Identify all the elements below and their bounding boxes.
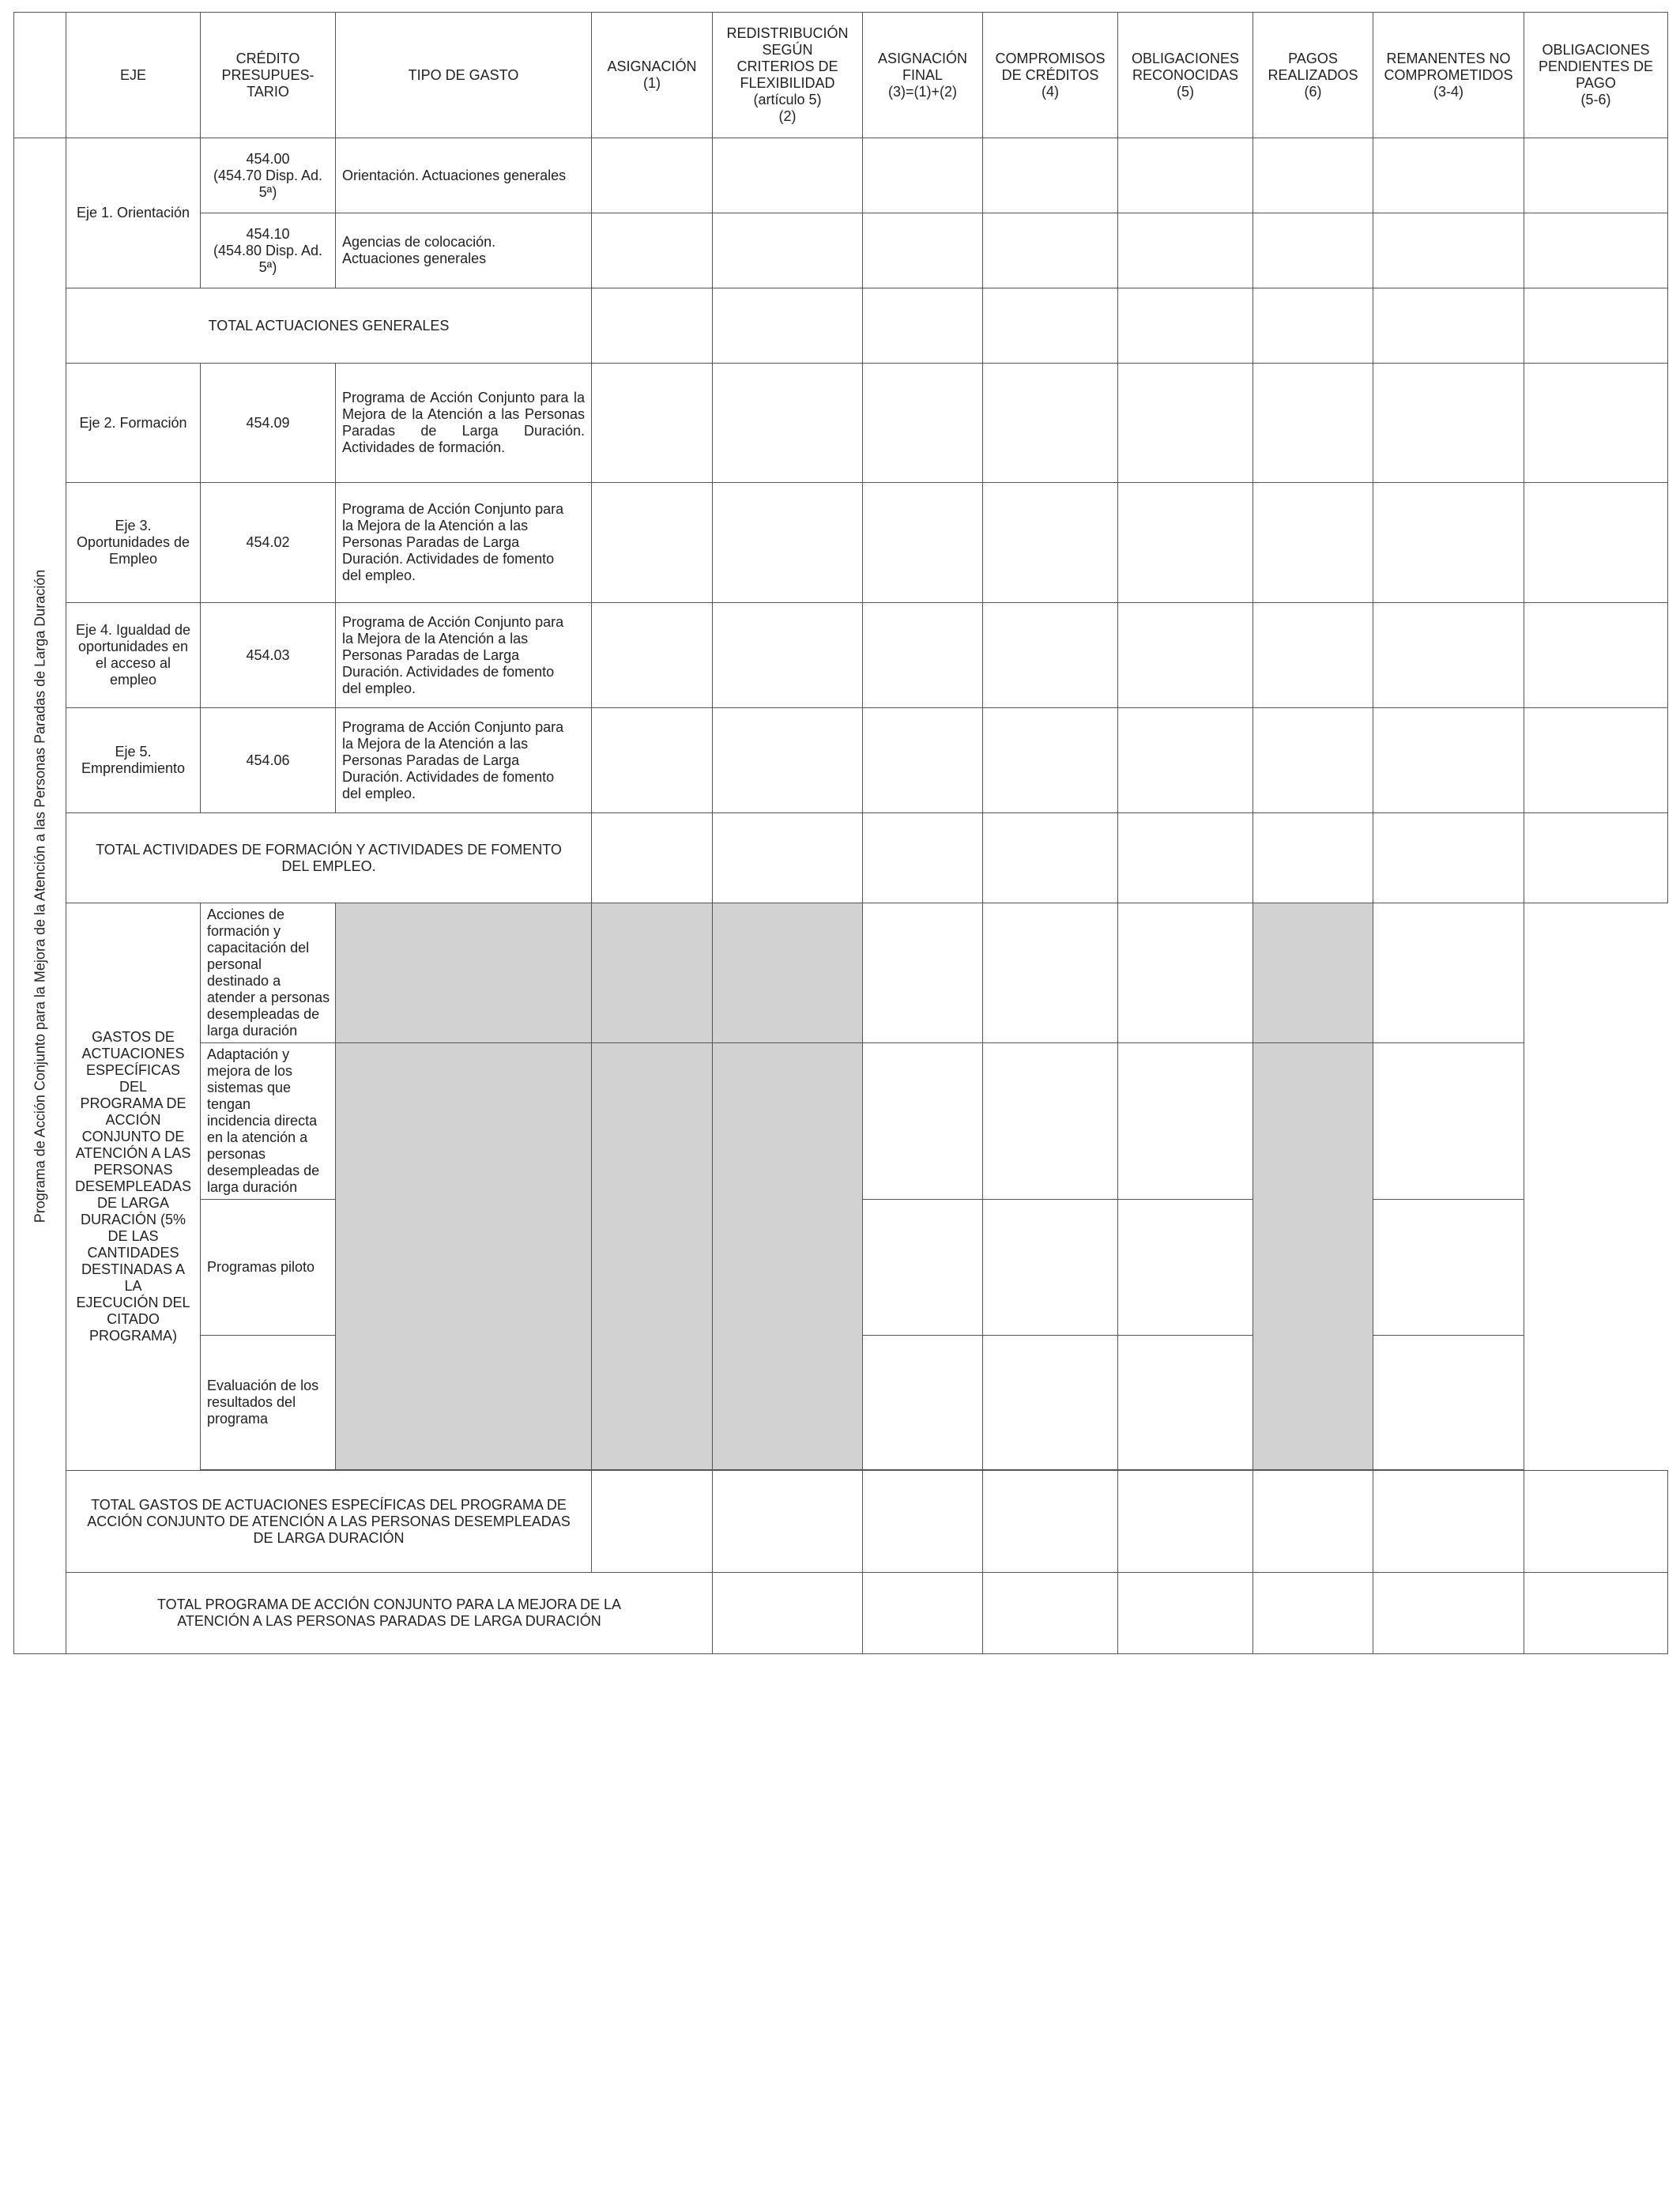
value-cell[interactable] (713, 1471, 863, 1573)
total-programa-label: TOTAL PROGRAMA DE ACCIÓN CONJUNTO PARA LA MEJORA DE LA ATENCIÓN A LAS PERSONAS PARADAS DE LARGA DURACIÓN (66, 1573, 713, 1654)
value-cell[interactable] (863, 708, 983, 813)
value-cell[interactable] (863, 288, 983, 364)
eje-label: Eje 5. Emprendimiento (66, 708, 201, 813)
value-cell[interactable] (1253, 1573, 1373, 1654)
tipo-gasto-cell: Programa de Acción Conjunto para la Mejora de la Atención a las Personas Paradas de Larga Duración. Actividades de fomento del empleo. (336, 708, 592, 813)
value-cell[interactable] (863, 603, 983, 708)
especificas-item: Adaptación y mejora de los sistemas que tengan incidencia directa en la atención a personas desempleadas de larga duración (201, 1043, 336, 1200)
credito-cell: 454.06 (201, 708, 336, 813)
value-cell[interactable] (983, 483, 1118, 603)
value-cell[interactable] (1524, 708, 1668, 813)
value-cell[interactable] (1253, 813, 1373, 903)
value-cell[interactable] (1373, 364, 1524, 483)
header-compromisos: COMPROMISOS DE CRÉDITOS (4) (983, 13, 1118, 138)
value-cell[interactable] (863, 364, 983, 483)
table-row (14, 1043, 1668, 1200)
value-cell[interactable] (1118, 903, 1253, 1043)
value-cell[interactable] (592, 138, 713, 213)
value-cell[interactable] (1118, 1043, 1253, 1200)
value-cell[interactable] (863, 213, 983, 288)
side-label: Programa de Acción Conjunto para la Mejora de la Atención a las Personas Paradas de Larga Duración (32, 569, 47, 1223)
value-cell[interactable] (713, 213, 863, 288)
value-cell[interactable] (1253, 1471, 1373, 1573)
value-cell[interactable] (983, 1336, 1118, 1470)
side-label-cell (14, 138, 66, 1654)
value-cell[interactable] (1373, 1200, 1524, 1336)
value-cell[interactable] (1118, 1336, 1253, 1470)
value-cell[interactable] (863, 1043, 983, 1200)
credito-cell: 454.00 (454.70 Disp. Ad. 5ª) (201, 138, 336, 213)
credito-cell: 454.09 (201, 364, 336, 483)
tipo-gasto-cell: Agencias de colocación. Actuaciones generales (336, 213, 592, 288)
table-row (14, 708, 1668, 813)
value-cell[interactable] (1253, 138, 1373, 213)
value-cell[interactable] (863, 138, 983, 213)
value-cell[interactable] (1118, 483, 1253, 603)
value-cell[interactable] (983, 708, 1118, 813)
value-cell[interactable] (983, 288, 1118, 364)
value-cell[interactable] (1253, 603, 1373, 708)
value-cell[interactable] (863, 813, 983, 903)
value-cell[interactable] (1253, 288, 1373, 364)
header-redistribucion: REDISTRIBUCIÓN SEGÚN CRITERIOS DE FLEXIBILIDAD (artículo 5) (2) (713, 13, 863, 138)
header-asignacion-final: ASIGNACIÓN FINAL (3)=(1)+(2) (863, 13, 983, 138)
shaded-cell (336, 1043, 592, 1470)
eje-label: Eje 1. Orientación (66, 138, 201, 288)
value-cell[interactable] (1373, 1471, 1524, 1573)
especificas-label: GASTOS DE ACTUACIONES ESPECÍFICAS DEL PROGRAMA DE ACCIÓN CONJUNTO DE ATENCIÓN A LAS PERSONAS DESEMPLEADAS DE LARGA DURACIÓN (5% DE LAS CANTIDADES DESTINADAS A LA EJECUCIÓN DEL CITADO PROGRAMA) (66, 903, 201, 1471)
value-cell[interactable] (983, 1043, 1118, 1200)
total-especificas-label: TOTAL GASTOS DE ACTUACIONES ESPECÍFICAS DEL PROGRAMA DE ACCIÓN CONJUNTO DE ATENCIÓN A LAS PERSONAS DESEMPLEADAS DE LARGA DURACIÓN (66, 1471, 592, 1573)
value-cell[interactable] (592, 813, 713, 903)
value-cell[interactable] (592, 483, 713, 603)
value-cell[interactable] (1373, 1336, 1524, 1470)
header-asignacion: ASIGNACIÓN (1) (592, 13, 713, 138)
value-cell[interactable] (1118, 1200, 1253, 1336)
table-row (14, 213, 1668, 288)
value-cell[interactable] (1373, 483, 1524, 603)
tipo-gasto-cell: Programa de Acción Conjunto para la Mejora de la Atención a las Personas Paradas de Larga Duración. Actividades de fomento del empleo. (336, 603, 592, 708)
value-cell[interactable] (983, 213, 1118, 288)
header-pendientes: OBLIGACIONES PENDIENTES DE PAGO (5-6) (1524, 13, 1668, 138)
value-cell[interactable] (983, 603, 1118, 708)
value-cell[interactable] (863, 1336, 983, 1470)
value-cell[interactable] (1118, 1573, 1253, 1654)
table-row (14, 483, 1668, 603)
shaded-cell (713, 903, 863, 1043)
value-cell[interactable] (983, 364, 1118, 483)
value-cell[interactable] (1524, 364, 1668, 483)
value-cell[interactable] (1524, 813, 1668, 903)
value-cell[interactable] (1118, 708, 1253, 813)
table-row (14, 364, 1668, 483)
value-cell[interactable] (983, 1471, 1118, 1573)
value-cell[interactable] (1524, 288, 1668, 364)
value-cell[interactable] (1524, 1573, 1668, 1654)
total-generales-label: TOTAL ACTUACIONES GENERALES (66, 288, 592, 364)
value-cell[interactable] (713, 483, 863, 603)
value-cell[interactable] (1118, 1471, 1253, 1573)
value-cell[interactable] (863, 903, 983, 1043)
value-cell[interactable] (863, 1200, 983, 1336)
value-cell[interactable] (983, 903, 1118, 1043)
eje-label: Eje 3. Oportunidades de Empleo (66, 483, 201, 603)
table-row (14, 903, 1668, 974)
shaded-cell (592, 903, 713, 1043)
total-row (14, 288, 1668, 364)
value-cell[interactable] (713, 813, 863, 903)
shaded-cell (592, 1043, 713, 1470)
value-cell[interactable] (1118, 138, 1253, 213)
value-cell[interactable] (863, 1471, 983, 1573)
total-formacion-label: TOTAL ACTIVIDADES DE FORMACIÓN Y ACTIVIDADES DE FOMENTO DEL EMPLEO. (66, 813, 592, 903)
value-cell[interactable] (1118, 288, 1253, 364)
value-cell[interactable] (592, 213, 713, 288)
value-cell[interactable] (983, 1200, 1118, 1336)
credito-cell: 454.10 (454.80 Disp. Ad. 5ª) (201, 213, 336, 288)
value-cell[interactable] (592, 708, 713, 813)
header-row (14, 13, 1668, 138)
value-cell[interactable] (592, 364, 713, 483)
value-cell[interactable] (1524, 483, 1668, 603)
value-cell[interactable] (1373, 708, 1524, 813)
table-row (14, 138, 1668, 213)
value-cell[interactable] (1373, 1043, 1524, 1200)
value-cell[interactable] (1524, 603, 1668, 708)
table-row (14, 603, 1668, 708)
value-cell[interactable] (713, 708, 863, 813)
value-cell[interactable] (1373, 1573, 1524, 1654)
value-cell[interactable] (1524, 1471, 1668, 1573)
eje-label: Eje 4. Igualdad de oportunidades en el acceso al empleo (66, 603, 201, 708)
value-cell[interactable] (713, 288, 863, 364)
value-cell[interactable] (1253, 364, 1373, 483)
value-cell[interactable] (1118, 213, 1253, 288)
shaded-cell (1253, 903, 1373, 1043)
value-cell[interactable] (713, 138, 863, 213)
value-cell[interactable] (713, 603, 863, 708)
value-cell[interactable] (1373, 138, 1524, 213)
value-cell[interactable] (713, 1573, 863, 1654)
value-cell[interactable] (1373, 213, 1524, 288)
value-cell[interactable] (713, 364, 863, 483)
value-cell[interactable] (1253, 708, 1373, 813)
header-credito: CRÉDITO PRESUPUES- TARIO (201, 13, 336, 138)
value-cell[interactable] (1373, 813, 1524, 903)
value-cell[interactable] (863, 483, 983, 603)
total-row (14, 1573, 1668, 1654)
header-tipo-gasto: TIPO DE GASTO (336, 13, 592, 138)
value-cell[interactable] (863, 1573, 983, 1654)
tipo-gasto-cell: Programa de Acción Conjunto para la Mejora de la Atención a las Personas Paradas de Larga Duración. Actividades de formación. (336, 364, 592, 483)
shaded-cell (713, 1043, 863, 1470)
tipo-gasto-cell: Orientación. Actuaciones generales (336, 138, 592, 213)
value-cell[interactable] (983, 138, 1118, 213)
total-row (14, 813, 1668, 903)
value-cell[interactable] (1373, 288, 1524, 364)
header-remanentes: REMANENTES NO COMPROMETIDOS (3-4) (1373, 13, 1524, 138)
header-pagos: PAGOS REALIZADOS (6) (1253, 13, 1373, 138)
especificas-item: Programas piloto (201, 1200, 336, 1336)
budget-table (13, 12, 1668, 1654)
value-cell[interactable] (983, 813, 1118, 903)
tipo-gasto-cell: Programa de Acción Conjunto para la Mejora de la Atención a las Personas Paradas de Larga Duración. Actividades de fomento del empleo. (336, 483, 592, 603)
value-cell[interactable] (1373, 903, 1524, 1043)
shaded-cell (1253, 1043, 1373, 1470)
value-cell[interactable] (592, 288, 713, 364)
value-cell[interactable] (1118, 364, 1253, 483)
eje-label: Eje 2. Formación (66, 364, 201, 483)
value-cell[interactable] (1118, 603, 1253, 708)
header-obligaciones: OBLIGACIONES RECONOCIDAS (5) (1118, 13, 1253, 138)
credito-cell: 454.02 (201, 483, 336, 603)
value-cell[interactable] (1118, 813, 1253, 903)
total-row (14, 1471, 1668, 1573)
especificas-item: Evaluación de los resultados del programa (201, 1336, 336, 1470)
value-cell[interactable] (1524, 138, 1668, 213)
value-cell[interactable] (1524, 213, 1668, 288)
value-cell[interactable] (1253, 213, 1373, 288)
header-eje: EJE (66, 13, 201, 138)
corner-cell (14, 13, 66, 138)
value-cell[interactable] (592, 603, 713, 708)
credito-cell: 454.03 (201, 603, 336, 708)
value-cell[interactable] (1253, 483, 1373, 603)
value-cell[interactable] (1373, 603, 1524, 708)
shaded-cell (336, 903, 592, 1043)
especificas-item: Acciones de formación y capacitación del personal destinado a atender a personas desempleadas de larga duración (201, 903, 336, 1043)
value-cell[interactable] (983, 1573, 1118, 1654)
value-cell[interactable] (592, 1471, 713, 1573)
